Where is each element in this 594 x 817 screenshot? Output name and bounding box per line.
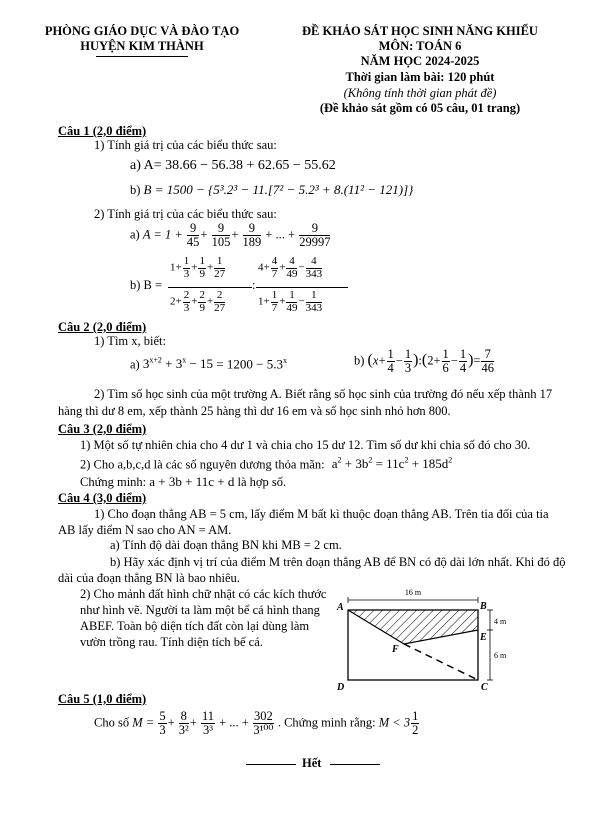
exam-time: Thời gian làm bài: 120 phút — [345, 70, 495, 84]
q3-part3 — [80, 474, 286, 490]
q4-part1a: a) Tính độ dài đoạn thẳng BN khi MB = 2 cm. — [110, 538, 342, 552]
q5-mid: . Chứng minh rằng: — [277, 715, 376, 730]
fraction: $\frac{11}{\text{3³}}$ — [201, 709, 214, 738]
vertex-e: E — [480, 632, 487, 643]
q1-expr-c: a) A = 1 + $\frac{9}{45}$ + $\frac{9}{105}$ + $\frac{9}{189}$ + ... + $\frac{9}{29997}$ — [130, 221, 331, 250]
q1-expr-d-numerator: 1+ $\frac{1}{3}$ + $\frac{1}{9}$ + $\frac{1}{27}$ — [170, 255, 226, 280]
q1-expr-b-body: B = 1500 − {5³.2³ − 11.[7² − 5.2³ + 8.(11² − 121)]} — [143, 182, 414, 197]
q1-expr-d-denominator: 2+ $\frac{2}{3}$ + $\frac{2}{9}$ + $\frac{2}{27}$ — [170, 289, 226, 314]
trapezoid-abef — [348, 610, 478, 644]
fraction: $\frac{5}{3}$ — [159, 709, 166, 738]
q1-expr-d-label: b) B = — [130, 278, 163, 292]
end-marker: Hết — [302, 756, 322, 770]
footer-rule-right — [330, 764, 380, 765]
fraction: $\frac{9}{105}$ — [211, 221, 231, 250]
q1-expr-d-colon: : — [252, 278, 256, 292]
q3-part3-pre: Chứng minh: — [80, 475, 147, 489]
fraction: $\frac{302}{\text{3¹⁰⁰}}$ — [253, 709, 274, 738]
vertex-f: F — [392, 644, 399, 655]
exam-year: NĂM HỌC 2024-2025 — [360, 54, 480, 68]
department-line-1: PHÒNG GIÁO DỤC VÀ ĐÀO TẠO — [44, 24, 240, 38]
q5-body: Cho số M = $\frac{5}{3}$ + $\frac{8}{\text{3²}}$ + $\frac{11}{\text{3³}}$ + ... + $\frac{302}{\text{3¹⁰⁰}}$ . Chứng minh rằng: M < 3 $\frac{1}{2}$ — [94, 709, 419, 738]
label-top-length: 16 m — [404, 588, 422, 597]
segment-fc — [404, 644, 478, 680]
q3-part3-post: là hợp số. — [237, 475, 287, 489]
q1-title: Câu 1 (2,0 điểm) — [58, 124, 147, 138]
q3-part2-text: 2) Cho a,b,c,d là các số nguyên dương thỏa mãn: — [80, 457, 325, 472]
fraction: $\frac{9}{29997}$ — [299, 221, 331, 250]
q1-expr-b-label: b) — [130, 183, 141, 197]
q1-expr-b — [130, 182, 413, 198]
q2-title: Câu 2 (2,0 điểm) — [58, 320, 147, 334]
q1-expr-d-bar-2 — [256, 287, 348, 288]
q1-expr-d-bar-1 — [168, 287, 252, 288]
q2-expr-a-body: = 1200 − 5.3 — [216, 356, 283, 372]
exam-structure: (Đề khảo sát gồm có 05 câu, 01 trang) — [319, 101, 521, 115]
q3-part1: 1) Một số tự nhiên chia cho 4 dư 1 và chia cho 15 dư 12. Tìm số dư khi chia số đó cho 30. — [80, 438, 531, 452]
q5-title: Câu 5 (1,0 điểm) — [58, 692, 147, 706]
fraction: $\frac{8}{\text{3²}}$ — [178, 709, 189, 738]
q4-title: Câu 4 (3,0 điểm) — [58, 491, 147, 505]
vertex-b: B — [480, 601, 487, 612]
fraction: $\frac{1}{2}$ — [412, 709, 419, 738]
q5-dots: + ... + — [219, 715, 249, 730]
q1-part2: 2) Tính giá trị của các biểu thức sau: — [94, 207, 277, 221]
q4-part1b: b) Hãy xác định vị trí của điểm M trên đoạn thẳng AB để BN có độ dài lớn nhất. Khi đó độ dài của đoạn thẳng BN là bao nhiêu. — [58, 555, 566, 585]
q4-part2: 2) Cho mảnh đất hình chữ nhật có các kích thước như hình vẽ. Người ta làm một bể cá hình thang ABEF. Toàn bộ diện tích đất còn lại dùng làm vườn trồng rau. Tính diện tích bể cá. — [80, 587, 327, 649]
q5-m-lhs: M = — [132, 715, 155, 730]
q1-expr-c-dots: + ... + — [265, 227, 296, 242]
vertex-d: D — [337, 682, 345, 693]
q5-conclusion: M < 3 — [378, 715, 411, 730]
q1-part1: 1) Tính giá trị của các biểu thức sau: — [94, 138, 277, 152]
q1-expr-c-label: a) — [130, 227, 140, 242]
q2-expr-b: b) (x+ $\frac{1}{4}$ − $\frac{1}{3}$ ):(2+ $\frac{1}{6}$ − $\frac{1}{4}$ )= $\frac{7}{46}$ — [354, 347, 494, 376]
q1-expr-d-numerator-2: 4+ $\frac{4}{7}$ + $\frac{4}{49}$ − $\frac{4}{343}$ — [258, 255, 323, 280]
q3-part3-expr: a + 3b + 11c + d — [149, 474, 235, 489]
department-line-2: HUYỆN KIM THÀNH — [80, 39, 204, 53]
label-right-top: 4 m — [494, 617, 507, 626]
q3-title: Câu 3 (2,0 điểm) — [58, 422, 147, 436]
footer-rule-left — [246, 764, 296, 765]
q3-part2: 2) Cho a,b,c,d là các số nguyên dương thỏa mãn: $a^2 + 3b^2 = 11c^2 + 185d^2$ — [80, 456, 453, 472]
q1-expr-d-denominator-2: 1+ $\frac{1}{7}$ + $\frac{1}{49}$ − $\frac{1}{343}$ — [258, 289, 323, 314]
q2-part2: 2) Tìm số học sinh của một trường A. Biết rằng số học sinh của trường đó nếu xếp thành 17 hàng thì dư 8 em, xếp thành 25 hàng thì dư 16 em và số học sinh nhỏ hơn 800. — [58, 387, 553, 418]
exam-title: ĐỀ KHẢO SÁT HỌC SINH NĂNG KHIẾU — [302, 24, 538, 38]
q1-expr-c-lhs: A = 1 + — [142, 227, 183, 242]
q1-expr-a: a) A= 38.66 − 56.38 + 62.65 − 55.62 — [130, 158, 336, 173]
fraction: $\frac{9}{45}$ — [186, 221, 200, 250]
q4-part1: 1) Cho đoạn thẳng AB = 5 cm, lấy điểm M bất kì thuộc đoạn thẳng AB. Trên tia đối của tia AB lấy điểm N sao cho AN = AM. — [58, 507, 549, 537]
q2-part1: 1) Tìm x, biết: — [94, 334, 166, 348]
q2-expr-b-label: b) — [354, 353, 365, 368]
label-right-bottom: 6 m — [494, 651, 507, 660]
exam-time-note: (Không tính thời gian phát đề) — [343, 86, 497, 100]
land-figure — [334, 582, 520, 694]
q2-expr-a-label: a) — [130, 357, 140, 372]
exam-subject: MÔN: TOÁN 6 — [378, 39, 462, 53]
q2-expr-a: a) $3^{x+2} + 3^x - 15 = 1200 - 5.3^x$ — [130, 356, 287, 372]
vertex-a: A — [337, 602, 344, 613]
vertex-c: C — [481, 682, 488, 693]
fraction: $\frac{9}{189}$ — [242, 221, 262, 250]
q5-pre: Cho số — [94, 715, 130, 730]
header-underline-left — [96, 56, 188, 57]
